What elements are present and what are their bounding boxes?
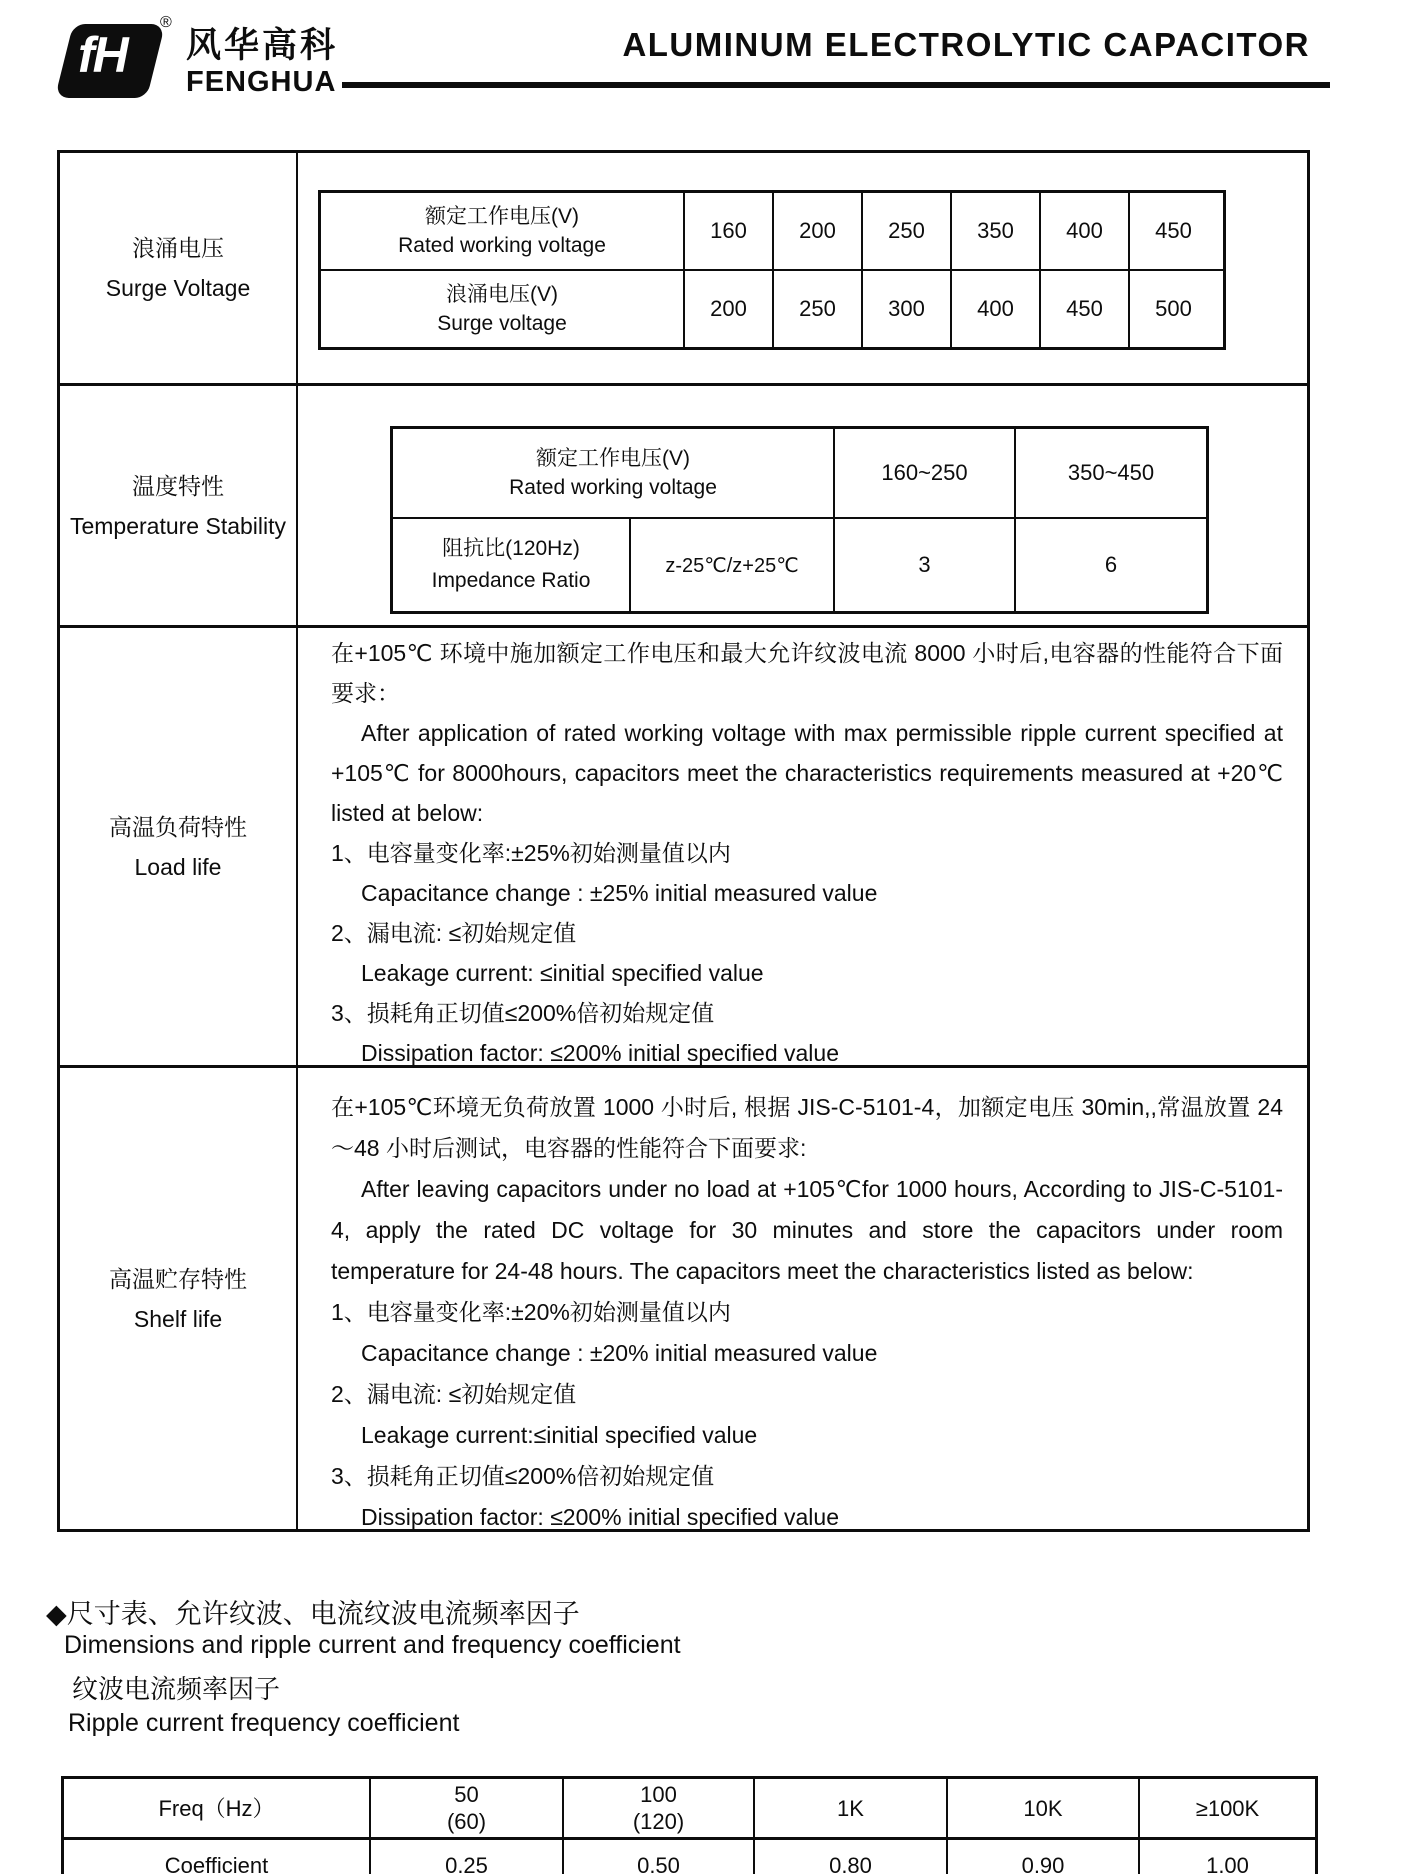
shelf-life-item-en: Dissipation factor: ≤200% initial specified value — [361, 1504, 839, 1530]
frequency-cell — [946, 1779, 1138, 1837]
frequency-cell — [753, 1779, 946, 1837]
load-life-paragraph-cn: 在+105℃ 环境中施加额定工作电压和最大允许纹波电流 8000 小时后,电容器的性能符合下面要求： — [331, 640, 1283, 706]
header-cn: 额定工作电压(V) — [425, 205, 579, 228]
row-content-shelf-life — [298, 1068, 1307, 1529]
section-subheading-en: Ripple current frequency coefficient — [68, 1709, 460, 1737]
row-label-cn: 高温贮存特性 — [109, 1265, 247, 1292]
impedance-value-cell: 3 — [833, 519, 1014, 611]
section-heading-en: Dimensions and ripple current and frequency coefficient — [64, 1631, 681, 1659]
impedance-condition-cell: z-25℃/z+25℃ — [629, 519, 833, 611]
shelf-life-text — [298, 1068, 1307, 1538]
coefficient-cell: 0.80 — [753, 1840, 946, 1874]
row-label-en: Load life — [134, 853, 222, 880]
impedance-value-cell: 6 — [1014, 519, 1206, 611]
row-label-en: Temperature Stability — [69, 512, 287, 539]
shelf-life-paragraph-cn: 在+105℃环境无负荷放置 1000 小时后, 根据 JIS-C-5101-4，加额定电压 30min,,常温放置 24～48 小时后测试，电容器的性能符合下面要求: — [331, 1094, 1283, 1161]
frequency-value: 50 — [454, 1782, 479, 1807]
rated-voltage-cell: 400 — [1039, 193, 1128, 269]
header-en: Rated working voltage — [509, 476, 717, 499]
registered-trademark-icon: ® — [160, 14, 172, 31]
voltage-range-cell: 160~250 — [833, 429, 1014, 517]
coefficient-cell: 1.00 — [1138, 1840, 1315, 1874]
header-en: Surge voltage — [437, 312, 567, 335]
header-cn: 阻抗比(120Hz) — [442, 537, 580, 560]
row-content-surge-voltage — [298, 153, 1307, 383]
row-label-en: Shelf life — [133, 1305, 223, 1332]
row-content-load-life — [298, 628, 1307, 1065]
section-subheading-cn: 纹波电流频率因子 — [72, 1674, 281, 1704]
header-cn: 浪涌电压(V) — [446, 283, 558, 306]
rated-voltage-cell: 160 — [683, 193, 772, 269]
row-label-cn: 温度特性 — [132, 472, 224, 499]
row-label-cn: 浪涌电压 — [132, 235, 224, 261]
logo-monogram: fH — [78, 27, 127, 83]
surge-voltage-cell: 200 — [683, 271, 772, 347]
voltage-range-cell: 350~450 — [1014, 429, 1206, 517]
shelf-life-item-cn: 3、损耗角正切值≤200%倍初始规定值 — [331, 1463, 715, 1489]
table-row-temperature-stability — [60, 383, 1307, 625]
row-label-load-life — [60, 628, 298, 1065]
rated-voltage-header — [393, 429, 833, 517]
impedance-ratio-header — [393, 519, 629, 611]
row-label-surge-voltage — [60, 153, 298, 383]
surge-voltage-cell: 250 — [772, 271, 861, 347]
frequency-cell — [369, 1779, 562, 1837]
frequency-cell — [562, 1779, 753, 1837]
load-life-item-en: Capacitance change : ±25% initial measured value — [361, 880, 878, 906]
section-heading-cn: ◆尺寸表、允许纹波、电流纹波电流频率因子 — [46, 1599, 580, 1629]
header-divider — [342, 82, 1330, 88]
table-row-impedance-ratio — [393, 517, 1206, 611]
rated-voltage-cell: 200 — [772, 193, 861, 269]
frequency-value: 100 — [640, 1782, 677, 1807]
frequency-value-alt: (60) — [446, 1809, 487, 1834]
load-life-paragraph-en: After application of rated working voltage with max permissible ripple current specified at +105℃ for 8000hours, capacitors meet the characteristics requirements measured at +20℃ listed at below: — [331, 720, 1283, 826]
table-row-rated-voltage — [321, 193, 1223, 269]
row-content-temperature-stability — [298, 386, 1307, 625]
shelf-life-item-en: Capacitance change : ±20% initial measured value — [361, 1340, 878, 1366]
coefficient-row-label: Coefficient — [164, 1853, 269, 1874]
row-label-shelf-life — [60, 1068, 298, 1529]
surge-voltage-cell: 300 — [861, 271, 950, 347]
table-row-frequency — [64, 1779, 1315, 1837]
load-life-item-en: Dissipation factor: ≤200% initial specified value — [361, 1040, 839, 1066]
frequency-value: 10K — [1023, 1795, 1063, 1821]
brand-name-cn: 风华高科 — [186, 26, 339, 65]
frequency-cell — [1138, 1779, 1315, 1837]
brand-text — [186, 26, 338, 98]
table-row-voltage-ranges — [393, 429, 1206, 517]
row-label-en: Surge Voltage — [105, 275, 251, 301]
rated-voltage-cell: 250 — [861, 193, 950, 269]
brand-name-en: FENGHUA — [186, 66, 337, 98]
coefficient-cell: 0.50 — [562, 1840, 753, 1874]
rated-voltage-header — [321, 193, 683, 269]
load-life-text — [298, 628, 1307, 1073]
fenghua-logo — [56, 14, 339, 102]
surge-voltage-cell: 400 — [950, 271, 1039, 347]
row-label-temperature-stability — [60, 386, 298, 625]
table-row-surge-values — [321, 269, 1223, 347]
table-row-coefficient — [64, 1837, 1315, 1874]
temperature-inner-table — [390, 426, 1209, 614]
surge-voltage-header — [321, 271, 683, 347]
rated-voltage-cell: 450 — [1128, 193, 1217, 269]
shelf-life-item-cn: 1、电容量变化率:±20%初始测量值以内 — [331, 1299, 731, 1325]
rated-voltage-cell: 350 — [950, 193, 1039, 269]
fenghua-logo-icon — [56, 14, 174, 102]
load-life-item-cn: 2、漏电流: ≤初始规定值 — [331, 920, 577, 946]
frequency-value-alt: (120) — [632, 1809, 685, 1834]
surge-voltage-cell: 500 — [1128, 271, 1217, 347]
shelf-life-item-en: Leakage current:≤initial specified value — [361, 1422, 758, 1448]
header-en: Impedance Ratio — [431, 569, 591, 592]
frequency-value: 1K — [837, 1795, 864, 1821]
page-title: ALUMINUM ELECTROLYTIC CAPACITOR — [622, 26, 1310, 63]
row-label-cn: 高温负荷特性 — [109, 813, 247, 840]
header-cn: 额定工作电压(V) — [536, 447, 690, 470]
header-en: Rated working voltage — [398, 234, 606, 257]
frequency-coefficient-table — [61, 1776, 1318, 1874]
spec-table — [57, 150, 1310, 1532]
table-row-load-life — [60, 625, 1307, 1065]
coefficient-cell: 0.90 — [946, 1840, 1138, 1874]
load-life-item-cn: 1、电容量变化率:±25%初始测量值以内 — [331, 840, 731, 866]
surge-voltage-cell: 450 — [1039, 271, 1128, 347]
table-row-shelf-life — [60, 1065, 1307, 1529]
surge-voltage-inner-table — [318, 190, 1226, 350]
load-life-item-cn: 3、损耗角正切值≤200%倍初始规定值 — [331, 1000, 715, 1026]
shelf-life-paragraph-en: After leaving capacitors under no load at +105℃for 1000 hours, According to JIS-C-5101-4, apply the rated DC voltage for 30 minutes and store the capacitors under room temperature for 24-48 hours. The capacitors meet the characteristics listed as below: — [331, 1176, 1283, 1284]
load-life-item-en: Leakage current: ≤initial specified value — [361, 960, 764, 986]
shelf-life-item-cn: 2、漏电流: ≤初始规定值 — [331, 1381, 577, 1407]
table-row-surge-voltage — [60, 153, 1307, 383]
frequency-value: ≥100K — [1195, 1795, 1260, 1821]
coefficient-cell: 0.25 — [369, 1840, 562, 1874]
frequency-row-label: Freq（Hz） — [158, 1795, 275, 1821]
